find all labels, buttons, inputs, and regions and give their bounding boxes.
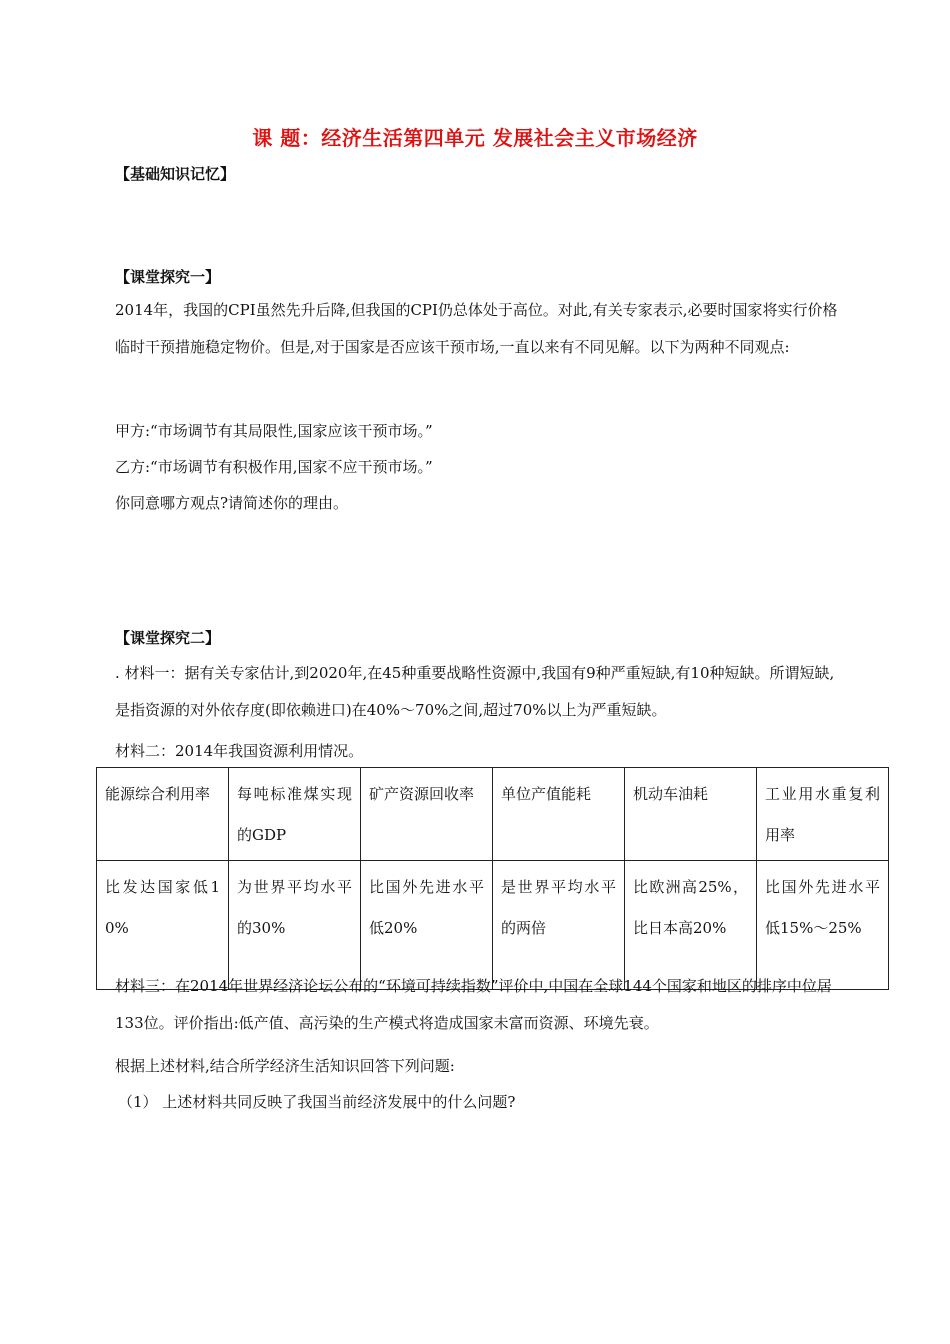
table-header-cell: 能源综合利用率 — [97, 768, 229, 861]
table-header-cell: 每吨标准煤实现的GDP — [229, 768, 361, 861]
instruction: 根据上述材料,结合所学经济生活知识回答下列问题: — [115, 1057, 455, 1075]
inquiry-one-paragraph: 2014年，我国的CPI虽然先升后降,但我国的CPI仍总体处于高位。对此,有关专家表示,必要时国家将实行价格临时干预措施稳定物价。但是,对于国家是否应该干预市场,一直以来有不同见解。以下为两种不同观点: — [115, 301, 838, 356]
table-cell: 比国外先进水平低15%～25% — [757, 861, 889, 990]
table-header-row — [97, 768, 889, 861]
section-heading-inquiry-two: 【课堂探究二】 — [115, 629, 221, 647]
resource-usage-table — [96, 767, 889, 990]
table-header-cell: 工业用水重复利用率 — [757, 768, 889, 861]
view-b: 乙方:“市场调节有积极作用,国家不应干预市场。” — [115, 458, 433, 476]
table-cell: 比发达国家低10% — [97, 861, 229, 990]
material-three: 材料三：在2014年世界经济论坛公布的“环境可持续指数”评价中,中国在全球144个国家和地区的排序中位居133位。评价指出:低产值、高污染的生产模式将造成国家未富而资源、环境先衰。 — [115, 977, 832, 1032]
page-title: 课 题：经济生活第四单元 发展社会主义市场经济 — [252, 126, 698, 150]
material-two-label: 材料二：2014年我国资源利用情况。 — [115, 742, 364, 760]
view-a: 甲方:“市场调节有其局限性,国家应该干预市场。” — [115, 422, 433, 440]
table-cell: 比国外先进水平低20% — [361, 861, 493, 990]
material-one: . 材料一：据有关专家估计,到2020年,在45种重要战略性资源中,我国有9种严重短缺,有10种短缺。所谓短缺,是指资源的对外依存度(即依赖进口)在40%～70%之间,超过70%以上为严重短缺。 — [115, 664, 835, 719]
question-one: （1） 上述材料共同反映了我国当前经济发展中的什么问题? — [118, 1093, 516, 1111]
table-cell: 比欧洲高25%，比日本高20% — [625, 861, 757, 990]
table-header-cell: 机动车油耗 — [625, 768, 757, 861]
inquiry-one-question: 你同意哪方观点?请简述你的理由。 — [115, 494, 349, 512]
table-header-cell: 单位产值能耗 — [493, 768, 625, 861]
section-heading-inquiry-one: 【课堂探究一】 — [115, 268, 221, 286]
table-cell: 为世界平均水平的30% — [229, 861, 361, 990]
table-header-cell: 矿产资源回收率 — [361, 768, 493, 861]
table-cell: 是世界平均水平的两倍 — [493, 861, 625, 990]
section-heading-basic-knowledge: 【基础知识记忆】 — [115, 165, 236, 183]
